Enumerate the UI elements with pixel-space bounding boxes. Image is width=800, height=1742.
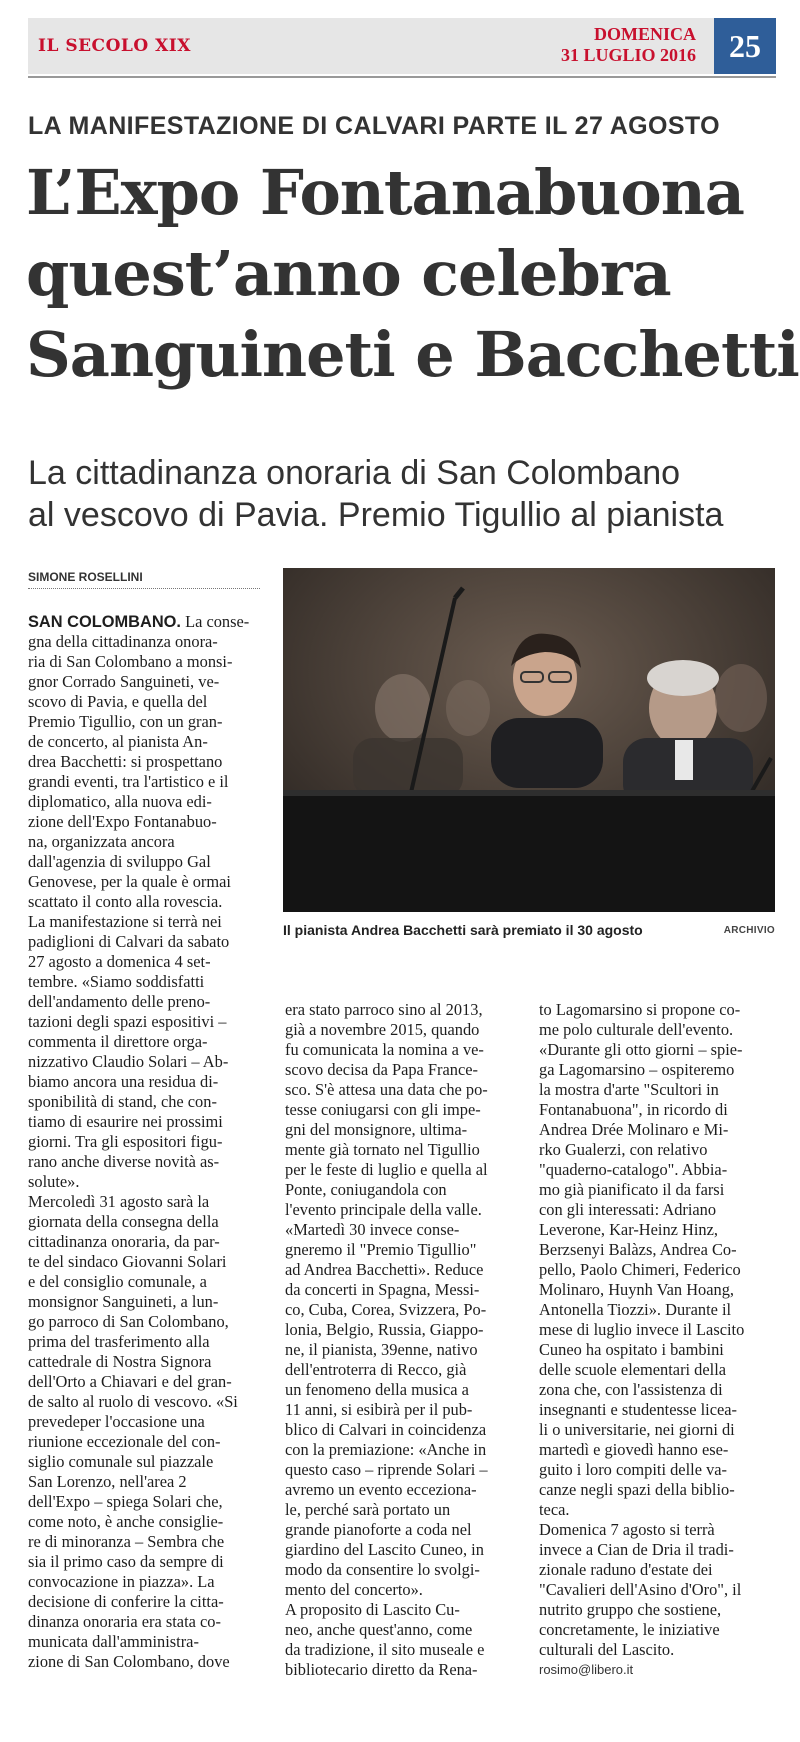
column-line: nutrito gruppo che sostiene, [539,1600,722,1619]
column-line: ad Andrea Bacchetti». Reduce [285,1260,484,1279]
column-line: mo già pianificato il da farsi [539,1180,725,1199]
column-line: re di minoranza – Sembra che [28,1532,225,1551]
author-email: rosimo@libero.it [539,1662,634,1677]
column-line: diplomatico, alla nuova edi- [28,792,212,811]
column-line: te del sindaco Giovanni Solari [28,1252,227,1271]
column-line: prevedeper l'occasione una [28,1412,205,1431]
column-2-lines [285,1000,521,1680]
column-line: 11 anni, si esibirà per il pub- [285,1400,473,1419]
column-line: «Martedì 30 invece conse- [285,1220,460,1239]
column-line: Molinaro, Huynh Van Hoang, [539,1280,734,1299]
column-line: padiglioni di Calvari da sabato [28,932,230,951]
column-line: cittadinanza onoraria, da par- [28,1232,220,1251]
column-line: ga Lagomarsino – ospiteremo [539,1060,735,1079]
masthead-rule [28,76,776,78]
masthead [28,18,776,74]
column-line: martedì e giovedì hanno ese- [539,1440,729,1459]
column-line: dell'Expo – spiega Solari che, [28,1492,223,1511]
column-line: Ponte, coniugandola con [285,1180,447,1199]
column-line: mento del concerto». [285,1580,423,1599]
column-line: nizzativo Claudio Solari – Ab- [28,1052,229,1071]
column-line: «Durante gli otto giorni – spie- [539,1040,743,1059]
newspaper-name: IL SECOLO XIX [38,36,191,56]
column-line: ria di San Colombano a monsi- [28,652,233,671]
column-line: scovo di Pavia, e quella del [28,692,208,711]
column-line: tembre. «Siamo soddisfatti [28,972,205,991]
column-line: tesse coniugarsi con gli impe- [285,1100,481,1119]
subheadline-line: al vescovo di Pavia. Premio Tigullio al pianista [28,496,724,534]
column-line: gneremo il "Premio Tigullio" [285,1240,477,1259]
column-line: prima del trasferimento alla [28,1332,210,1351]
column-1-lines [28,632,260,1672]
page-number: 25 [714,18,776,74]
column-line: A proposito di Lascito Cu- [285,1600,460,1619]
subheadline-line: La cittadinanza onoraria di San Colombano [28,454,681,492]
column-line: mente già tornato nel Tigullio [285,1140,480,1159]
column-line: sco. S'è attesa una data che po- [285,1080,488,1099]
column-line: giardino del Lascito Cuneo, in [285,1540,484,1559]
column-line: Berzsenyi Balàzs, Andrea Co- [539,1240,737,1259]
dateline-continuation: La conse- [180,612,250,631]
headline-line: L’Expo Fontanabuona [26,156,744,229]
dateline: SAN COLOMBANO. [28,613,181,631]
article-column-3 [539,1000,775,1680]
column-line: blico di Calvari in coincidenza [285,1420,487,1439]
column-line: guito i loro compiti delle va- [539,1460,727,1479]
column-line: 27 agosto a domenica 4 set- [28,952,211,971]
column-line: cattedrale di Nostra Signora [28,1352,212,1371]
caption-text: Il pianista Andrea Bacchetti sarà premiato il 30 agosto [283,922,643,938]
column-line: grande pianoforte a coda nel [285,1520,472,1539]
column-line: La manifestazione si terrà nei [28,912,222,931]
article-column-2 [285,1000,521,1680]
column-line: teca. [539,1500,570,1519]
column-line: to Lagomarsino si propone co- [539,1000,741,1019]
column-line: culturali del Lascito. [539,1640,675,1659]
column-line: Cuneo ha ospitato i bambini [539,1340,724,1359]
column-line: le, perché sarà portato un [285,1500,451,1519]
column-line: dell'andamento delle preno- [28,992,211,1011]
column-line: invece a Cian de Dria il tradi- [539,1540,734,1559]
kicker: LA MANIFESTAZIONE DI CALVARI PARTE IL 27 AGOSTO [28,112,720,140]
column-line: biamo ancora una residua di- [28,1072,219,1091]
column-line: Premio Tigullio, con un gran- [28,712,223,731]
column-line: rano anche diverse novità as- [28,1152,220,1171]
column-line: Genovese, per la quale è ormai [28,872,231,891]
column-line: de salto al ruolo di vescovo. «Si [28,1392,238,1411]
column-line: go parroco di San Colombano, [28,1312,229,1331]
column-line: e del consiglio comunale, a [28,1272,207,1291]
column-line: co, Cuba, Corea, Svizzera, Po- [285,1300,487,1319]
article-photo [283,568,775,912]
byline: SIMONE ROSELLINI [28,570,260,589]
column-line: canze negli spazi della biblio- [539,1480,735,1499]
column-line: avremo un evento ecceziona- [285,1480,477,1499]
column-line: bibliotecario diretto da Rena- [285,1660,478,1679]
column-line: dall'agenzia di sviluppo Gal [28,852,211,871]
column-line: ne, il pianista, 39enne, nativo [285,1340,478,1359]
column-line: giorni. Tra gli espositori figu- [28,1132,223,1151]
column-3-lines [539,1000,775,1660]
column-line: scattato il conto alla rovescia. [28,892,223,911]
column-line: la mostra d'arte "Scultori in [539,1080,719,1099]
subheadline [28,452,798,536]
column-line: me polo culturale dell'evento. [539,1020,734,1039]
column-line: da concerti in Spagna, Messi- [285,1280,480,1299]
column-line: concretamente, le iniziative [539,1620,720,1639]
column-line: giornata della consegna della [28,1212,219,1231]
photo-caption [283,922,775,938]
column-line: monsignor Sanguineti, a lun- [28,1292,219,1311]
column-line: scovo decisa da Papa France- [285,1060,478,1079]
column-line: delle scuole elementari della [539,1360,727,1379]
column-line: na, organizzata ancora [28,832,175,851]
column-line: drea Bacchetti: si prospettano [28,752,223,771]
column-line: zione dell'Expo Fontanabuo- [28,812,217,831]
column-line: come noto, è anche consiglie- [28,1512,224,1531]
column-line: con gli interessati: Adriano [539,1200,717,1219]
column-line: sponibilità di stand, che con- [28,1092,217,1111]
column-line: l'evento principale della valle. [285,1200,482,1219]
column-line: grandi eventi, tra l'artistico e il [28,772,229,791]
column-line: con la premiazione: «Anche in [285,1440,487,1459]
headline [26,152,799,395]
column-line: Andrea Drée Molinaro e Mi- [539,1120,729,1139]
column-line: commenta il direttore orga- [28,1032,208,1051]
column-line: zionale raduno d'estate dei [539,1560,713,1579]
column-line: già a novembre 2015, quando [285,1020,480,1039]
column-line: Domenica 7 agosto si terrà [539,1520,715,1539]
headline-line: Sanguineti e Bacchetti [26,318,799,391]
column-line: de concerto, al pianista An- [28,732,208,751]
issue-date [561,24,696,66]
column-line: Mercoledì 31 agosto sarà la [28,1192,210,1211]
column-line: gna della cittadinanza onora- [28,632,218,651]
headline-line: quest’anno celebra [26,237,671,310]
column-line: dinanza onoraria era stata co- [28,1612,221,1631]
column-line: Fontanabuona", in ricordo di [539,1100,728,1119]
column-line [28,612,260,632]
column-line: gni del monsignore, ultima- [285,1120,468,1139]
photo-credit: ARCHIVIO [723,925,775,936]
column-line: da tradizione, il sito museale e [285,1640,485,1659]
column-line: tiamo di esaurire nei prossimi [28,1112,223,1131]
issue-date-text: 31 LUGLIO 2016 [560,45,696,65]
column-line: modo da consentire lo svolgi- [285,1560,480,1579]
column-line: San Lorenzo, nell'area 2 [28,1472,187,1491]
column-line: neo, anche quest'anno, come [285,1620,473,1639]
column-line: fu comunicata la nomina a ve- [285,1040,484,1059]
column-line: "quaderno-catalogo". Abbia- [539,1160,728,1179]
column-line: li o universitarie, nei giorni di [539,1420,735,1439]
column-line: un fenomeno della musica a [285,1380,469,1399]
column-line: siglio comunale sul piazzale [28,1452,214,1471]
column-line: questo caso – riprende Solari – [285,1460,488,1479]
column-line: municata dall'amministra- [28,1632,199,1651]
column-line: per le feste di luglio e quella al [285,1160,488,1179]
column-line: dell'entroterra di Recco, già [285,1360,467,1379]
column-line: insegnanti e studentesse licea- [539,1400,737,1419]
column-line: era stato parroco sino al 2013, [285,1000,483,1019]
column-line: dell'Orto a Chiavari e del gran- [28,1372,232,1391]
column-line: Antonella Tiozzi». Durante il [539,1300,732,1319]
column-line: convocazione in piazza». La [28,1572,215,1591]
column-line: sia il primo caso da sempre di [28,1552,224,1571]
column-line: tazioni degli spazi espositivi – [28,1012,227,1031]
issue-day: DOMENICA [594,24,696,44]
column-line: mese di luglio invece il Lascito [539,1320,745,1339]
column-line: gnor Corrado Sanguineti, ve- [28,672,220,691]
column-line: Leverone, Kar-Heinz Hinz, [539,1220,718,1239]
pianist-photo-illustration [283,568,775,912]
column-line: rko Gualerzi, con relativo [539,1140,708,1159]
column-line: riunione eccezionale del con- [28,1432,221,1451]
column-line: "Cavalieri dell'Asino d'Oro", il [539,1580,742,1599]
column-line: pello, Paolo Chimeri, Federico [539,1260,741,1279]
column-line: zona che, con l'assistenza di [539,1380,723,1399]
column-line: lonia, Belgio, Russia, Giappo- [285,1320,484,1339]
column-line: decisione di conferire la citta- [28,1592,224,1611]
article-column-1 [28,612,260,1672]
column-line: zione di San Colombano, dove [28,1652,230,1671]
column-line: solute». [28,1172,80,1191]
